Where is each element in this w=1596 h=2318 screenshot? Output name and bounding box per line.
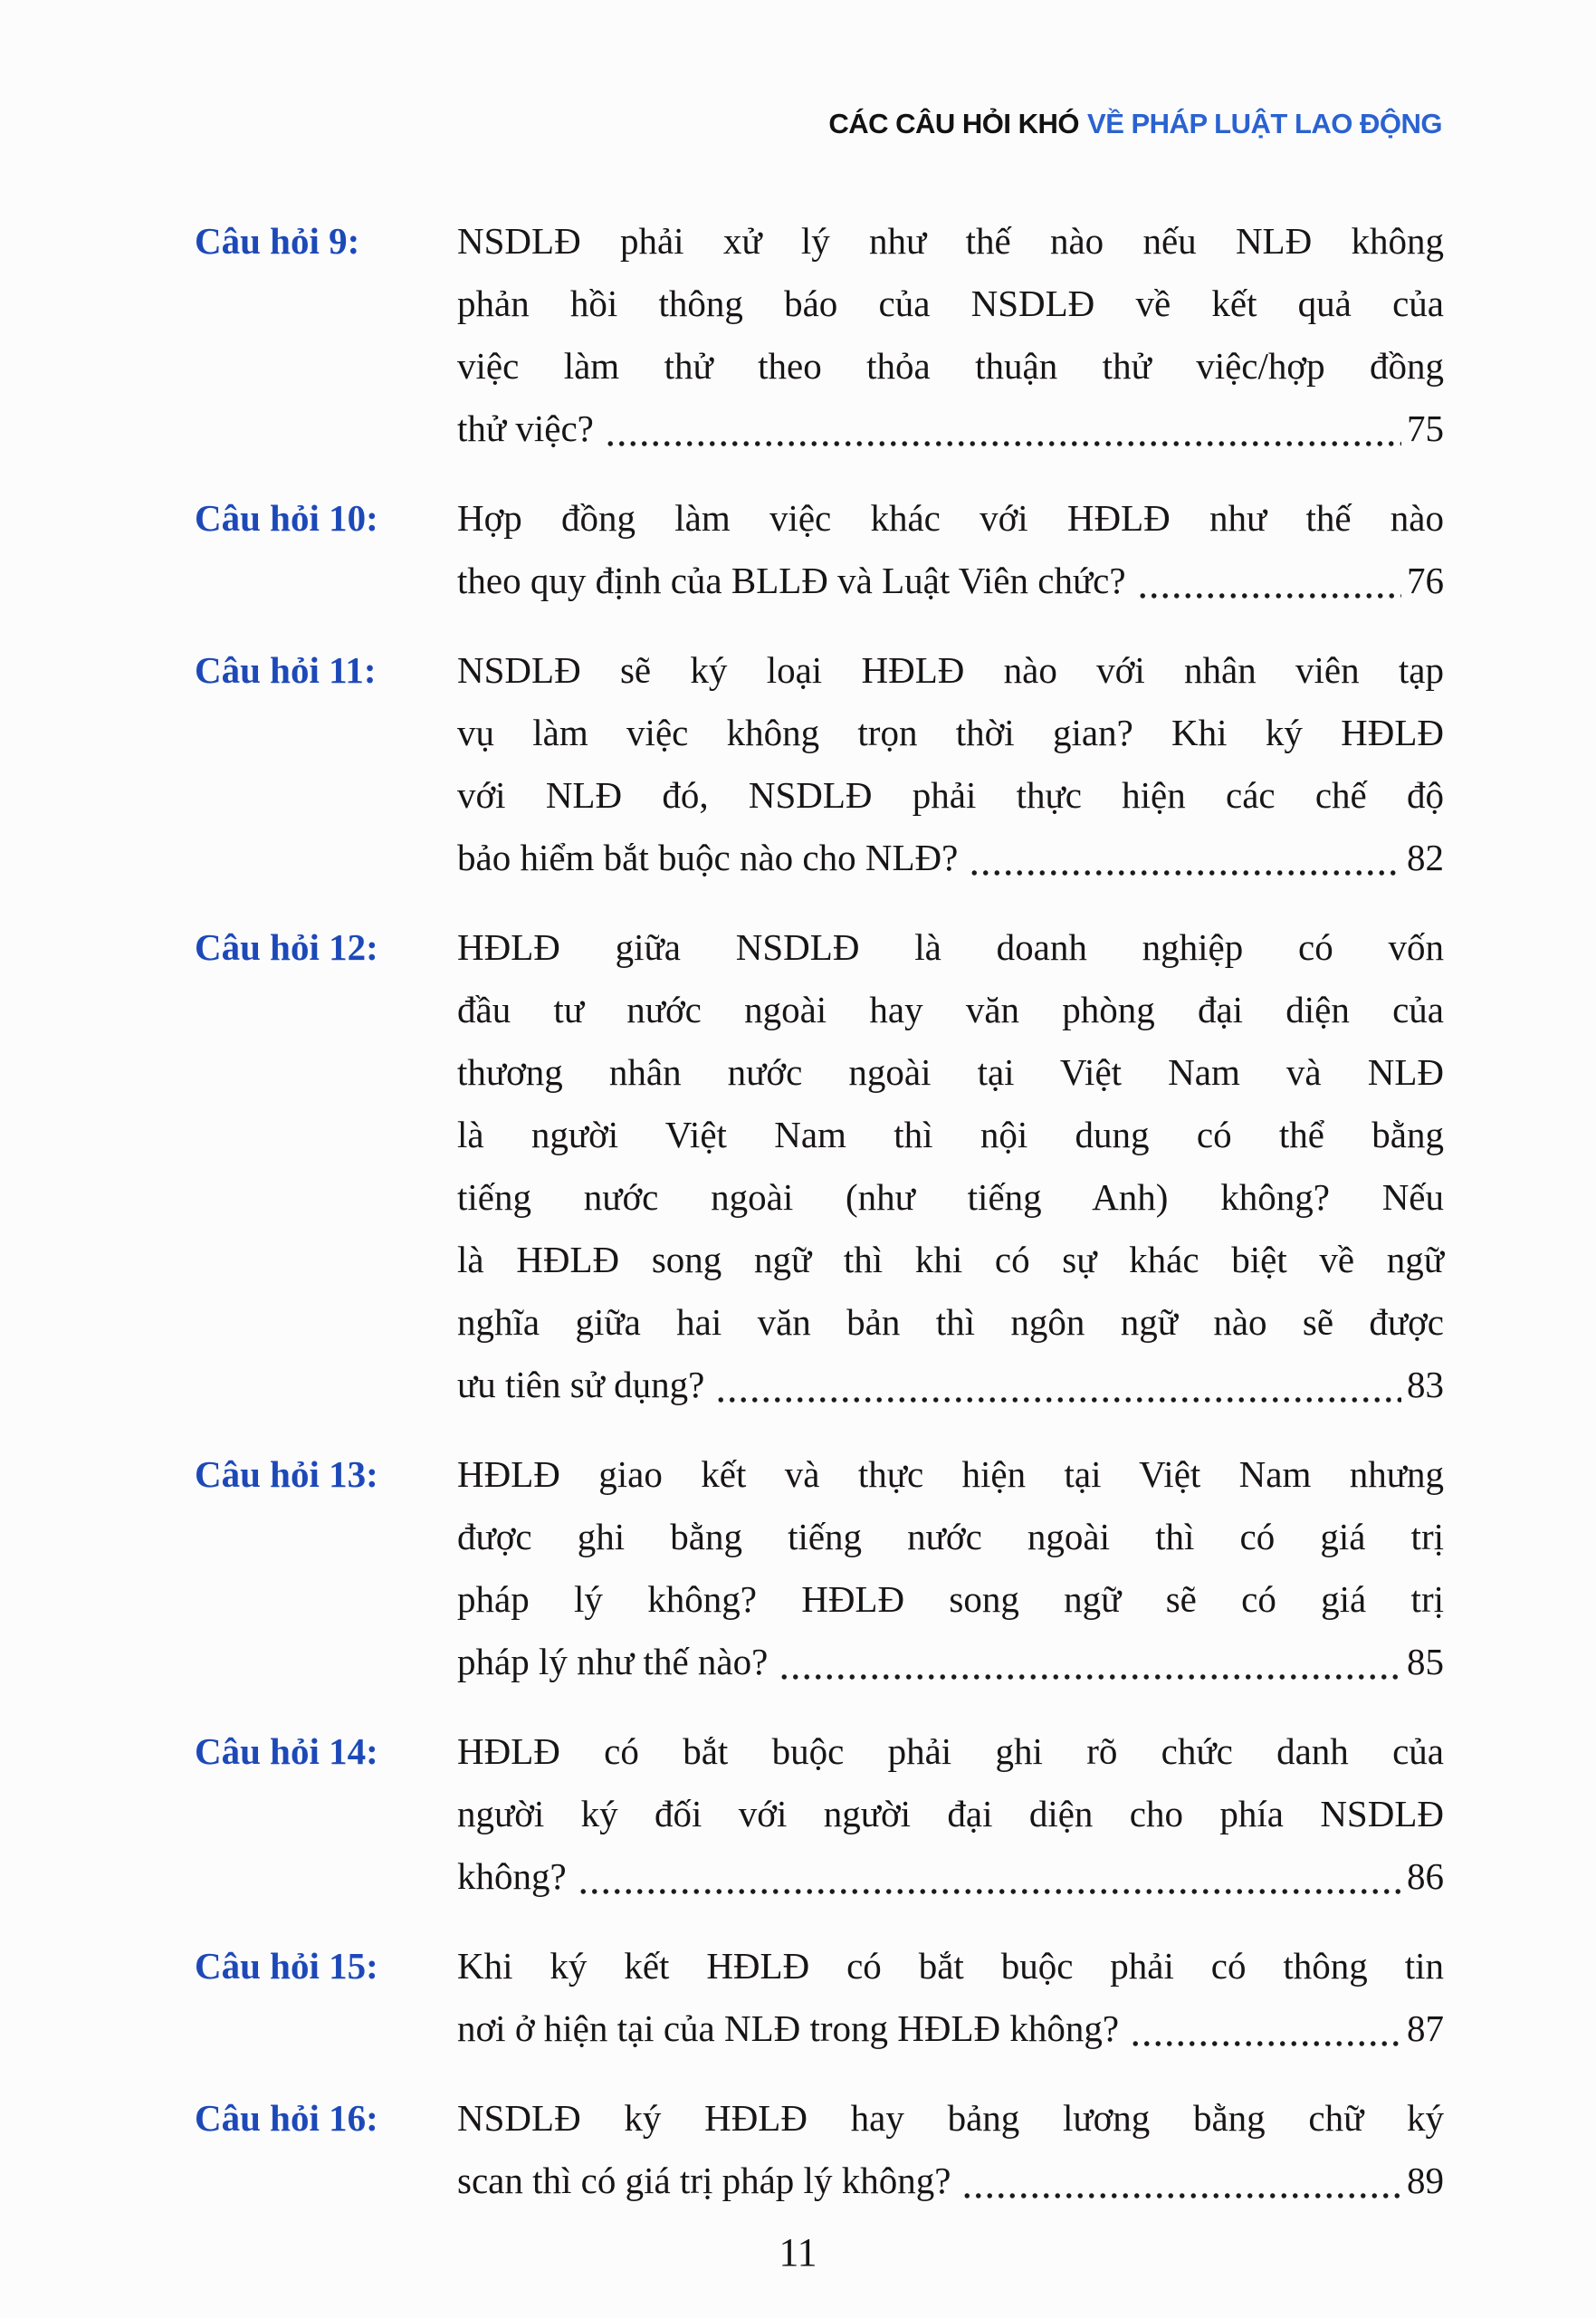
toc-entry-line: là HĐLĐ song ngữ thì khi có sự khác biệt về ngữ: [457, 1239, 1444, 1280]
toc-entry: [195, 210, 1444, 460]
toc-page-number: 86: [1407, 1855, 1444, 1897]
toc-page-number: 87: [1407, 2007, 1444, 2049]
toc-page-number: 89: [1407, 2160, 1444, 2201]
toc-entry-lastline-text: không?: [457, 1855, 567, 1897]
toc-entry-text: [457, 1720, 1444, 1908]
toc-entry-lastline: [457, 1845, 1444, 1908]
toc-entry-label: Câu hỏi 16:: [195, 2097, 378, 2139]
toc-entry-line: HĐLĐ có bắt buộc phải ghi rõ chức danh của: [457, 1730, 1444, 1772]
toc-entry-line: HĐLĐ giữa NSDLĐ là doanh nghiệp có vốn: [457, 926, 1444, 968]
toc-entry: [195, 487, 1444, 612]
toc-entry-label: Câu hỏi 9:: [195, 220, 360, 262]
toc-entry-line: vụ làm việc không trọn thời gian? Khi ký HĐLĐ: [457, 712, 1444, 753]
toc-entry-text: [457, 1935, 1444, 2060]
toc-entry-text: [457, 916, 1444, 1416]
toc-entry-line: người ký đối với người đại diện cho phía NSDLĐ: [457, 1793, 1444, 1834]
toc-entry-line: NSDLĐ ký HĐLĐ hay bảng lương bằng chữ ký: [457, 2097, 1444, 2139]
dot-leader: [779, 1631, 1401, 1693]
toc-entry: [195, 916, 1444, 1416]
toc-entry-lastline: [457, 1997, 1444, 2060]
dot-leader: [969, 827, 1401, 889]
toc-entry-lastline-text: ưu tiên sử dụng?: [457, 1364, 705, 1405]
toc-entry-label: Câu hỏi 14:: [195, 1730, 378, 1772]
toc-entry-line: là người Việt Nam thì nội dung có thể bằng: [457, 1114, 1444, 1155]
toc-page-number: 83: [1407, 1364, 1444, 1405]
toc-entry-line: đầu tư nước ngoài hay văn phòng đại diện của: [457, 989, 1444, 1030]
toc-list: [195, 210, 1444, 2239]
toc-entry-label: Câu hỏi 15:: [195, 1945, 378, 1987]
toc-entry-line: nghĩa giữa hai văn bản thì ngôn ngữ nào sẽ được: [457, 1301, 1444, 1343]
dot-leader: [715, 1354, 1401, 1416]
toc-entry-line: NSDLĐ phải xử lý như thế nào nếu NLĐ không: [457, 220, 1444, 262]
toc-page-number: 75: [1407, 407, 1444, 449]
toc-entry-line: việc làm thử theo thỏa thuận thử việc/hợp đồng: [457, 345, 1444, 387]
toc-entry-line: được ghi bằng tiếng nước ngoài thì có giá trị: [457, 1516, 1444, 1557]
toc-entry: [195, 1720, 1444, 1908]
toc-entry-line: phản hồi thông báo của NSDLĐ về kết quả của: [457, 283, 1444, 324]
toc-page-number: 82: [1407, 837, 1444, 878]
header-title-black: CÁC CÂU HỎI KHÓ: [828, 108, 1080, 139]
page-number-footer: 11: [779, 2230, 817, 2275]
toc-entry-lastline: [457, 2150, 1444, 2212]
toc-entry-lastline: [457, 827, 1444, 889]
toc-entry-lastline-text: pháp lý như thế nào?: [457, 1641, 769, 1682]
toc-entry-label: Câu hỏi 13:: [195, 1453, 378, 1495]
dot-leader: [961, 2150, 1401, 2212]
toc-entry-text: [457, 1443, 1444, 1693]
toc-entry-line: NSDLĐ sẽ ký loại HĐLĐ nào với nhân viên tạp: [457, 649, 1444, 691]
toc-entry: [195, 1443, 1444, 1693]
toc-page-number: 76: [1407, 560, 1444, 601]
dot-leader: [578, 1845, 1401, 1908]
toc-entry-label: Câu hỏi 12:: [195, 926, 378, 968]
toc-entry-line: Khi ký kết HĐLĐ có bắt buộc phải có thông tin: [457, 1945, 1444, 1987]
dot-leader: [1130, 1997, 1401, 2060]
toc-entry: [195, 639, 1444, 889]
toc-entry-line: pháp lý không? HĐLĐ song ngữ sẽ có giá trị: [457, 1578, 1444, 1620]
toc-entry-lastline-text: nơi ở hiện tại của NLĐ trong HĐLĐ không?: [457, 2007, 1120, 2049]
toc-entry-line: với NLĐ đó, NSDLĐ phải thực hiện các chế độ: [457, 774, 1444, 816]
toc-entry-lastline: [457, 1631, 1444, 1693]
toc-entry: [195, 1935, 1444, 2060]
toc-entry-lastline-text: thử việc?: [457, 407, 594, 449]
toc-entry: [195, 2087, 1444, 2212]
toc-entry-label: Câu hỏi 11:: [195, 649, 377, 691]
toc-entry-text: [457, 2087, 1444, 2212]
toc-entry-lastline-text: scan thì có giá trị pháp lý không?: [457, 2160, 951, 2201]
toc-entry-lastline-text: bảo hiểm bắt buộc nào cho NLĐ?: [457, 837, 959, 878]
toc-entry-text: [457, 210, 1444, 460]
toc-entry-lastline: [457, 398, 1444, 460]
toc-entry-lastline: [457, 550, 1444, 612]
toc-entry-lastline: [457, 1354, 1444, 1416]
page-header: [0, 105, 1442, 143]
toc-entry-text: [457, 639, 1444, 889]
toc-entry-lastline-text: theo quy định của BLLĐ và Luật Viên chức?: [457, 560, 1126, 601]
toc-entry-text: [457, 487, 1444, 612]
header-title-blue: VỀ PHÁP LUẬT LAO ĐỘNG: [1087, 108, 1442, 139]
toc-entry-line: thương nhân nước ngoài tại Việt Nam và NLĐ: [457, 1051, 1444, 1093]
toc-entry-label: Câu hỏi 10:: [195, 497, 378, 539]
dot-leader: [605, 398, 1401, 460]
toc-page-number: 85: [1407, 1641, 1444, 1682]
toc-entry-line: Hợp đồng làm việc khác với HĐLĐ như thế nào: [457, 497, 1444, 539]
toc-entry-line: tiếng nước ngoài (như tiếng Anh) không? Nếu: [457, 1176, 1444, 1218]
dot-leader: [1137, 550, 1401, 612]
toc-entry-line: HĐLĐ giao kết và thực hiện tại Việt Nam nhưng: [457, 1453, 1444, 1495]
